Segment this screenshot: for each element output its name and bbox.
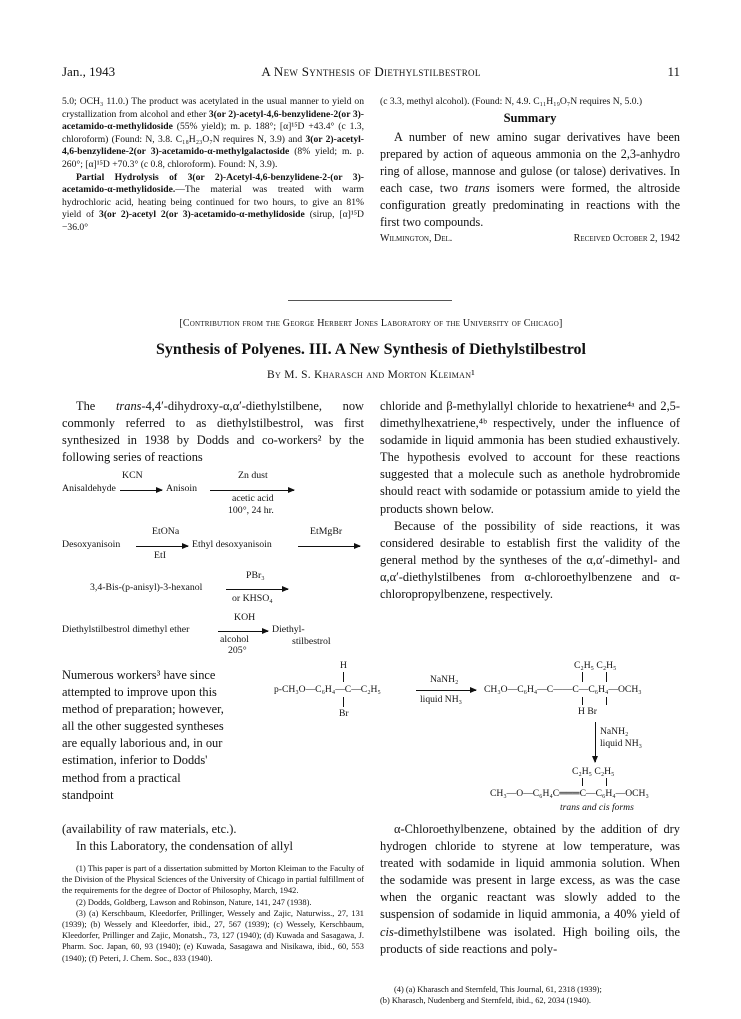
intermediate-formula: CH₃O—C₆H₄—C——C—C₆H₄—OCH₃ xyxy=(484,684,642,695)
intermediate-h-br: H Br xyxy=(578,706,597,717)
intro-paragraph: The trans-4,4′-dihydroxy-α,α′-diethylstilbene, now commonly referred to as diethylstilbestrol, was first synthesized in 1938 by Dodds and co-workers² by the following series of reactions xyxy=(62,399,364,465)
footnote-1: (1) This paper is part of a dissertation submitted by Morton Kleiman to the Faculty of the Division of the Physical Sciences of the University of Chicago in partial fulfillment of the requirements for the degree of Doctor of Philosophy, March, 1942. xyxy=(62,864,364,896)
r4-dimethyl-ether: Diethylstilbestrol dimethyl ether xyxy=(62,624,190,635)
r2-reagent-eti: EtI xyxy=(154,550,166,561)
r1-arrow-1 xyxy=(120,490,162,491)
intermediate-ethyls: C₂H₅ C₂H₅ xyxy=(574,660,617,671)
down-reagent-nh3: liquid NH₃ xyxy=(600,738,642,749)
summary-heading: Summary xyxy=(503,110,557,125)
right-paragraph-1: chloride and β-methylallyl chloride to hexatriene⁴ᵃ and 2,5-dimethylhexatriene,⁴ᵇ respectively, under the influence of sodamide in liquid ammonia has been studied exhaustively. The hypothesis evolved to account for these reactions suggested that a molecule such as anethole hydrobromide should react with sodamide or potassium amide to yield the products shown below. xyxy=(380,399,680,516)
footnote-2: (2) Dodds, Goldberg, Lawson and Robinson, Nature, 141, 247 (1938). xyxy=(76,897,312,907)
r3-arrow xyxy=(226,589,288,590)
footnote-4b: (b) Kharasch, Nudenberg and Sternfeld, ibid., 62, 2034 (1940). xyxy=(380,996,592,1006)
right-paragraph-3: α-Chloroethylbenzene, obtained by the addition of dry hydrogen chloride to styrene at low temperature, was treated with sodamide in liquid ammonia solution. When the sodamide was present in large excess, as was the case when the organic reactant was slowly added to the suspension of sodamide in liquid ammonia, a 40% yield of cis-dimethylstilbene was isolated. High boiling oils, the products of side reactions and poly- xyxy=(380,822,680,956)
received-line xyxy=(380,233,680,249)
r4-arrow xyxy=(218,631,268,632)
r2-arrow-1 xyxy=(136,546,188,547)
r3-reagent-khso4: or KHSO₄ xyxy=(232,593,273,604)
reaction-arrow-down xyxy=(595,722,596,762)
reaction-arrow-right xyxy=(416,690,476,691)
r1-anisaldehyde: Anisaldehyde xyxy=(62,483,116,494)
r1-reagent-conditions: 100°, 24 hr. xyxy=(228,505,274,516)
article-title: Synthesis of Polyenes. III. A New Synthesis of Diethylstilbestrol xyxy=(156,341,586,358)
footnote-4a: (4) (a) Kharasch and Sternfeld, This Journal, 61, 2318 (1939); xyxy=(394,985,602,994)
r4-reagent-temp: 205° xyxy=(228,645,247,656)
prev-paragraph-1: 5.0; OCH₃ 11.0.) The product was acetylated in the usual manner to yield on crystallization from alcohol and ether 3(or 2)-acetyl-4,6-benzylidene-2(or 3)-acetamido-α-methylidoside (55% yield); m. p. 188°; [α]¹⁵D +43.4° (c 1.3, chloroform) (Found: N, 3.8. C₁₈H₂₃O₇N requires N, 3.9) and 3(or 2)-acetyl-4,6-benzylidene-2(or 3)-acetamido-α-methylgalactoside (8% yield; m. p. 260°; [α]¹⁵D +70.3° (c 0.8, chloroform). Found: N, 3.9). xyxy=(62,96,365,170)
byline: By M. S. Kharasch and Morton Kleiman¹ xyxy=(266,369,476,381)
prev-paragraph-2: Partial Hydrolysis of 3(or 2)-Acetyl-4,6-benzylidene-2-(or 3)-acetamido-α-methylidoside.—The material was treated with warm hydrochloric acid, heating being continued for two hours, to give an 81% yield of 3(or 2)-acetyl 2(or 3)-acetamido-α-methylidoside (sirup, [α]¹⁵D −36.0° xyxy=(62,171,364,233)
sodamide-reaction-scheme xyxy=(232,660,682,830)
footnotes-left xyxy=(62,863,364,964)
r3-reagent-pbr3: PBr₃ xyxy=(246,570,265,581)
r2-reagent-etmgbr: EtMgBr xyxy=(310,526,343,537)
dodds-reaction-scheme xyxy=(62,470,364,656)
reactant-h: H xyxy=(340,660,347,671)
reactant-br: Br xyxy=(339,708,349,719)
r1-reagent-zn: Zn dust xyxy=(238,470,268,481)
location: Wilmington, Del. xyxy=(380,232,453,244)
r4-reagent-koh: KOH xyxy=(234,612,256,623)
left-paragraph-continuation: (availability of raw materials, etc.). In this Laboratory, the condensation of allyl xyxy=(62,822,294,854)
reagent-nanh2: NaNH₂ xyxy=(430,674,459,685)
header-date: Jan., 1943 xyxy=(62,64,116,79)
down-reagent-nanh2: NaNH₂ xyxy=(600,726,629,737)
reagent-liquid-nh3: liquid NH₃ xyxy=(420,694,462,705)
r2-reagent-etona: EtONa xyxy=(152,526,180,537)
product-formula: CH₃—O—C₆H₄C═══C—C₆H₄—OCH₃ xyxy=(490,788,649,799)
reactant-formula: p-CH₃O—C₆H₄—C—C₂H₅ xyxy=(274,684,381,695)
header-page-number: 11 xyxy=(667,64,680,79)
contribution-line: [Contribution from the George Herbert Jones Laboratory of the University of Chicago] xyxy=(179,318,563,329)
r2-arrow-2 xyxy=(298,546,360,547)
numerous-workers-paragraph: Numerous workers³ have since attempted to improve upon this method of preparation; however, all the other suggested syntheses are equally laborious and, in our estimation, inferior to Dodds' method from a practical standpoint xyxy=(62,668,224,802)
header-running-title: A New Synthesis of Diethylstilbestrol xyxy=(261,64,481,79)
right-paragraph-2: Because of the possibility of side reactions, it was considered desirable to establish first the validity of the general method by the syntheses of the α,α′-dimethyl- and α,α′-diethylstilbenes from α-chloroethylbenzene and α-chloropropylbenzene, respectively. xyxy=(380,518,680,602)
prev-continuation: (c 3.3, methyl alcohol). (Found: N, 4.9. C₁₁H₁₉O₇N requires N, 5.0.) xyxy=(380,96,643,107)
footnotes-right xyxy=(380,984,680,1006)
footnote-3: (3) (a) Kerschbaum, Kleedorfer, Prillinger, Wessely and Zajic, Naturwiss., 27, 131 (1939); (b) Wessely and Kleedorfer, ibid., 27, 567 (1939); (c) Wessely, Kerschbaum, Kleedorfer, Prillinger and Zajic, Monatsh., 73, 127 (1940); (d) Kuwada and Sasagawa, J. Pharm. Soc. Japan, 60, 93 (1940); (e) Kuwada, Sasagawa and Nisikawa, ibid., 60, 553 (1940); (f) Peteri, J. Chem. Soc., 833 (1940). xyxy=(62,908,364,963)
r2-desoxyanisoin: Desoxyanisoin xyxy=(62,539,121,550)
r1-reagent-acid: acetic acid xyxy=(232,493,274,504)
running-header xyxy=(62,64,680,82)
r4-reagent-alcohol: alcohol xyxy=(220,634,249,645)
received-date: Received October 2, 1942 xyxy=(573,232,680,244)
product-forms: trans and cis forms xyxy=(560,802,634,813)
r1-arrow-2 xyxy=(210,490,294,491)
summary-text: A number of new amino sugar derivatives have been prepared by action of aqueous ammonia on the 2,3-anhydro ring of allose, mannose and gulose (or talose) derivatives. In each case, two trans isomers were formed, the altroside configuration greatly predominating in reactions with the first two compounds. xyxy=(380,129,680,229)
r1-anisoin: Anisoin xyxy=(166,483,198,494)
product-ethyls: C₂H₅ C₂H₅ xyxy=(572,766,615,777)
previous-article-right-column xyxy=(380,96,680,249)
r3-hexanol: 3,4-Bis-(p-anisyl)-3-hexanol xyxy=(90,582,203,593)
r4-product-1: Diethyl- xyxy=(272,624,305,635)
section-divider xyxy=(288,300,452,301)
r2-ethyl-desoxyanisoin: Ethyl desoxyanisoin xyxy=(192,539,272,550)
previous-article-left-column xyxy=(62,96,364,235)
right-column-text xyxy=(380,398,680,603)
r1-reagent-kcn: KCN xyxy=(122,470,143,481)
r4-product-2: stilbestrol xyxy=(292,636,331,647)
